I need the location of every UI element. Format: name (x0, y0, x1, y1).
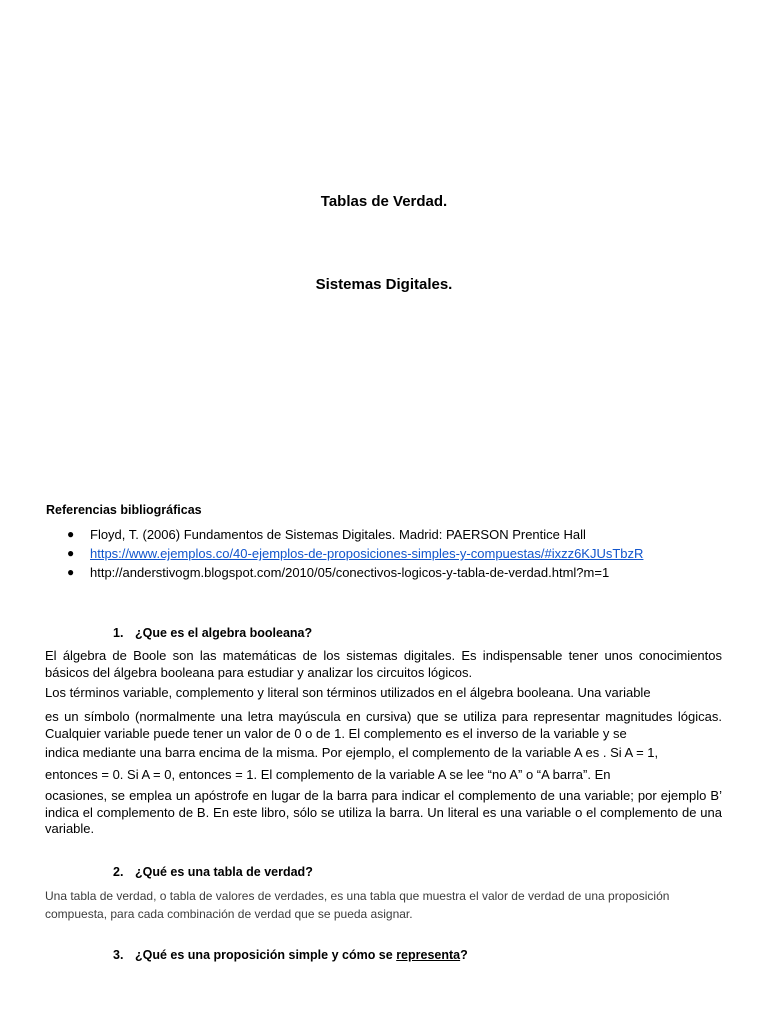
section-heading-text: ¿Que es el algebra booleana? (135, 626, 313, 640)
reference-link[interactable]: https://www.ejemplos.co/40-ejemplos-de-proposiciones-simples-y-compuestas/#ixzz6KJUsTbzR (90, 546, 644, 561)
document-title: Tablas de Verdad. (320, 193, 448, 210)
references-list (0, 525, 768, 582)
paragraph: El álgebra de Boole son las matemáticas de los sistemas digitales. Es indispensable tener unos conocimientos básicos del álgebra booleana para estudiar y analizar los circuitos lógicos. (45, 648, 722, 680)
paragraph: es un símbolo (normalmente una letra mayúscula en cursiva) que se utiliza para representar magnitudes lógicas. Cualquier variable puede tener un valor de 0 o de 1. El complemento es el inverso de la variable y se (45, 709, 722, 741)
document-subtitle: Sistemas Digitales. (315, 276, 453, 293)
reference-text: http://anderstivogm.blogspot.com/2010/05/conectivos-logicos-y-tabla-de-verdad.html?m=1 (90, 565, 610, 580)
bullet-icon: ● (67, 546, 75, 560)
section-heading-simple-proposition (113, 948, 468, 962)
reference-item (0, 525, 768, 544)
reference-text: Floyd, T. (2006) Fundamentos de Sistemas Digitales. Madrid: PAERSON Prentice Hall (90, 527, 586, 542)
reference-item (0, 544, 768, 563)
section-heading-text: ¿Qué es una tabla de verdad? (135, 865, 313, 879)
section-heading-suffix: ? (460, 948, 468, 962)
reference-item (0, 563, 768, 582)
section-heading-boolean-algebra (113, 626, 312, 640)
section-number: 3. (113, 948, 124, 962)
section-heading-text: ¿Qué es una proposición simple y cómo se (135, 948, 397, 962)
bullet-icon: ● (67, 527, 75, 541)
paragraph: ocasiones, se emplea un apóstrofe en lugar de la barra para indicar el complemento de una variable; por ejemplo B’ indica el complemento de B. En este libro, sólo se utiliza la barra. Un literal es una variable o el complemento de una variable. (45, 788, 722, 836)
references-heading: Referencias bibliográficas (46, 503, 202, 517)
bullet-icon: ● (67, 565, 75, 579)
section-number: 1. (113, 626, 124, 640)
section-number: 2. (113, 865, 124, 879)
truth-table-definition: Una tabla de verdad, o tabla de valores de verdades, es una tabla que muestra el valor de verdad de una proposición compuesta, para cada combinación de verdad que se pueda asignar. (45, 889, 670, 921)
section-heading-truth-table (113, 865, 313, 879)
paragraph: indica mediante una barra encima de la misma. Por ejemplo, el complemento de la variable A es . Si A = 1, (45, 745, 659, 760)
section-heading-underlined-word: representa (396, 948, 461, 962)
paragraph: Los términos variable, complemento y literal son términos utilizados en el álgebra booleana. Una variable (45, 685, 651, 700)
paragraph: entonces = 0. Si A = 0, entonces = 1. El complemento de la variable A se lee “no A” o “A barra”. En (45, 767, 611, 782)
